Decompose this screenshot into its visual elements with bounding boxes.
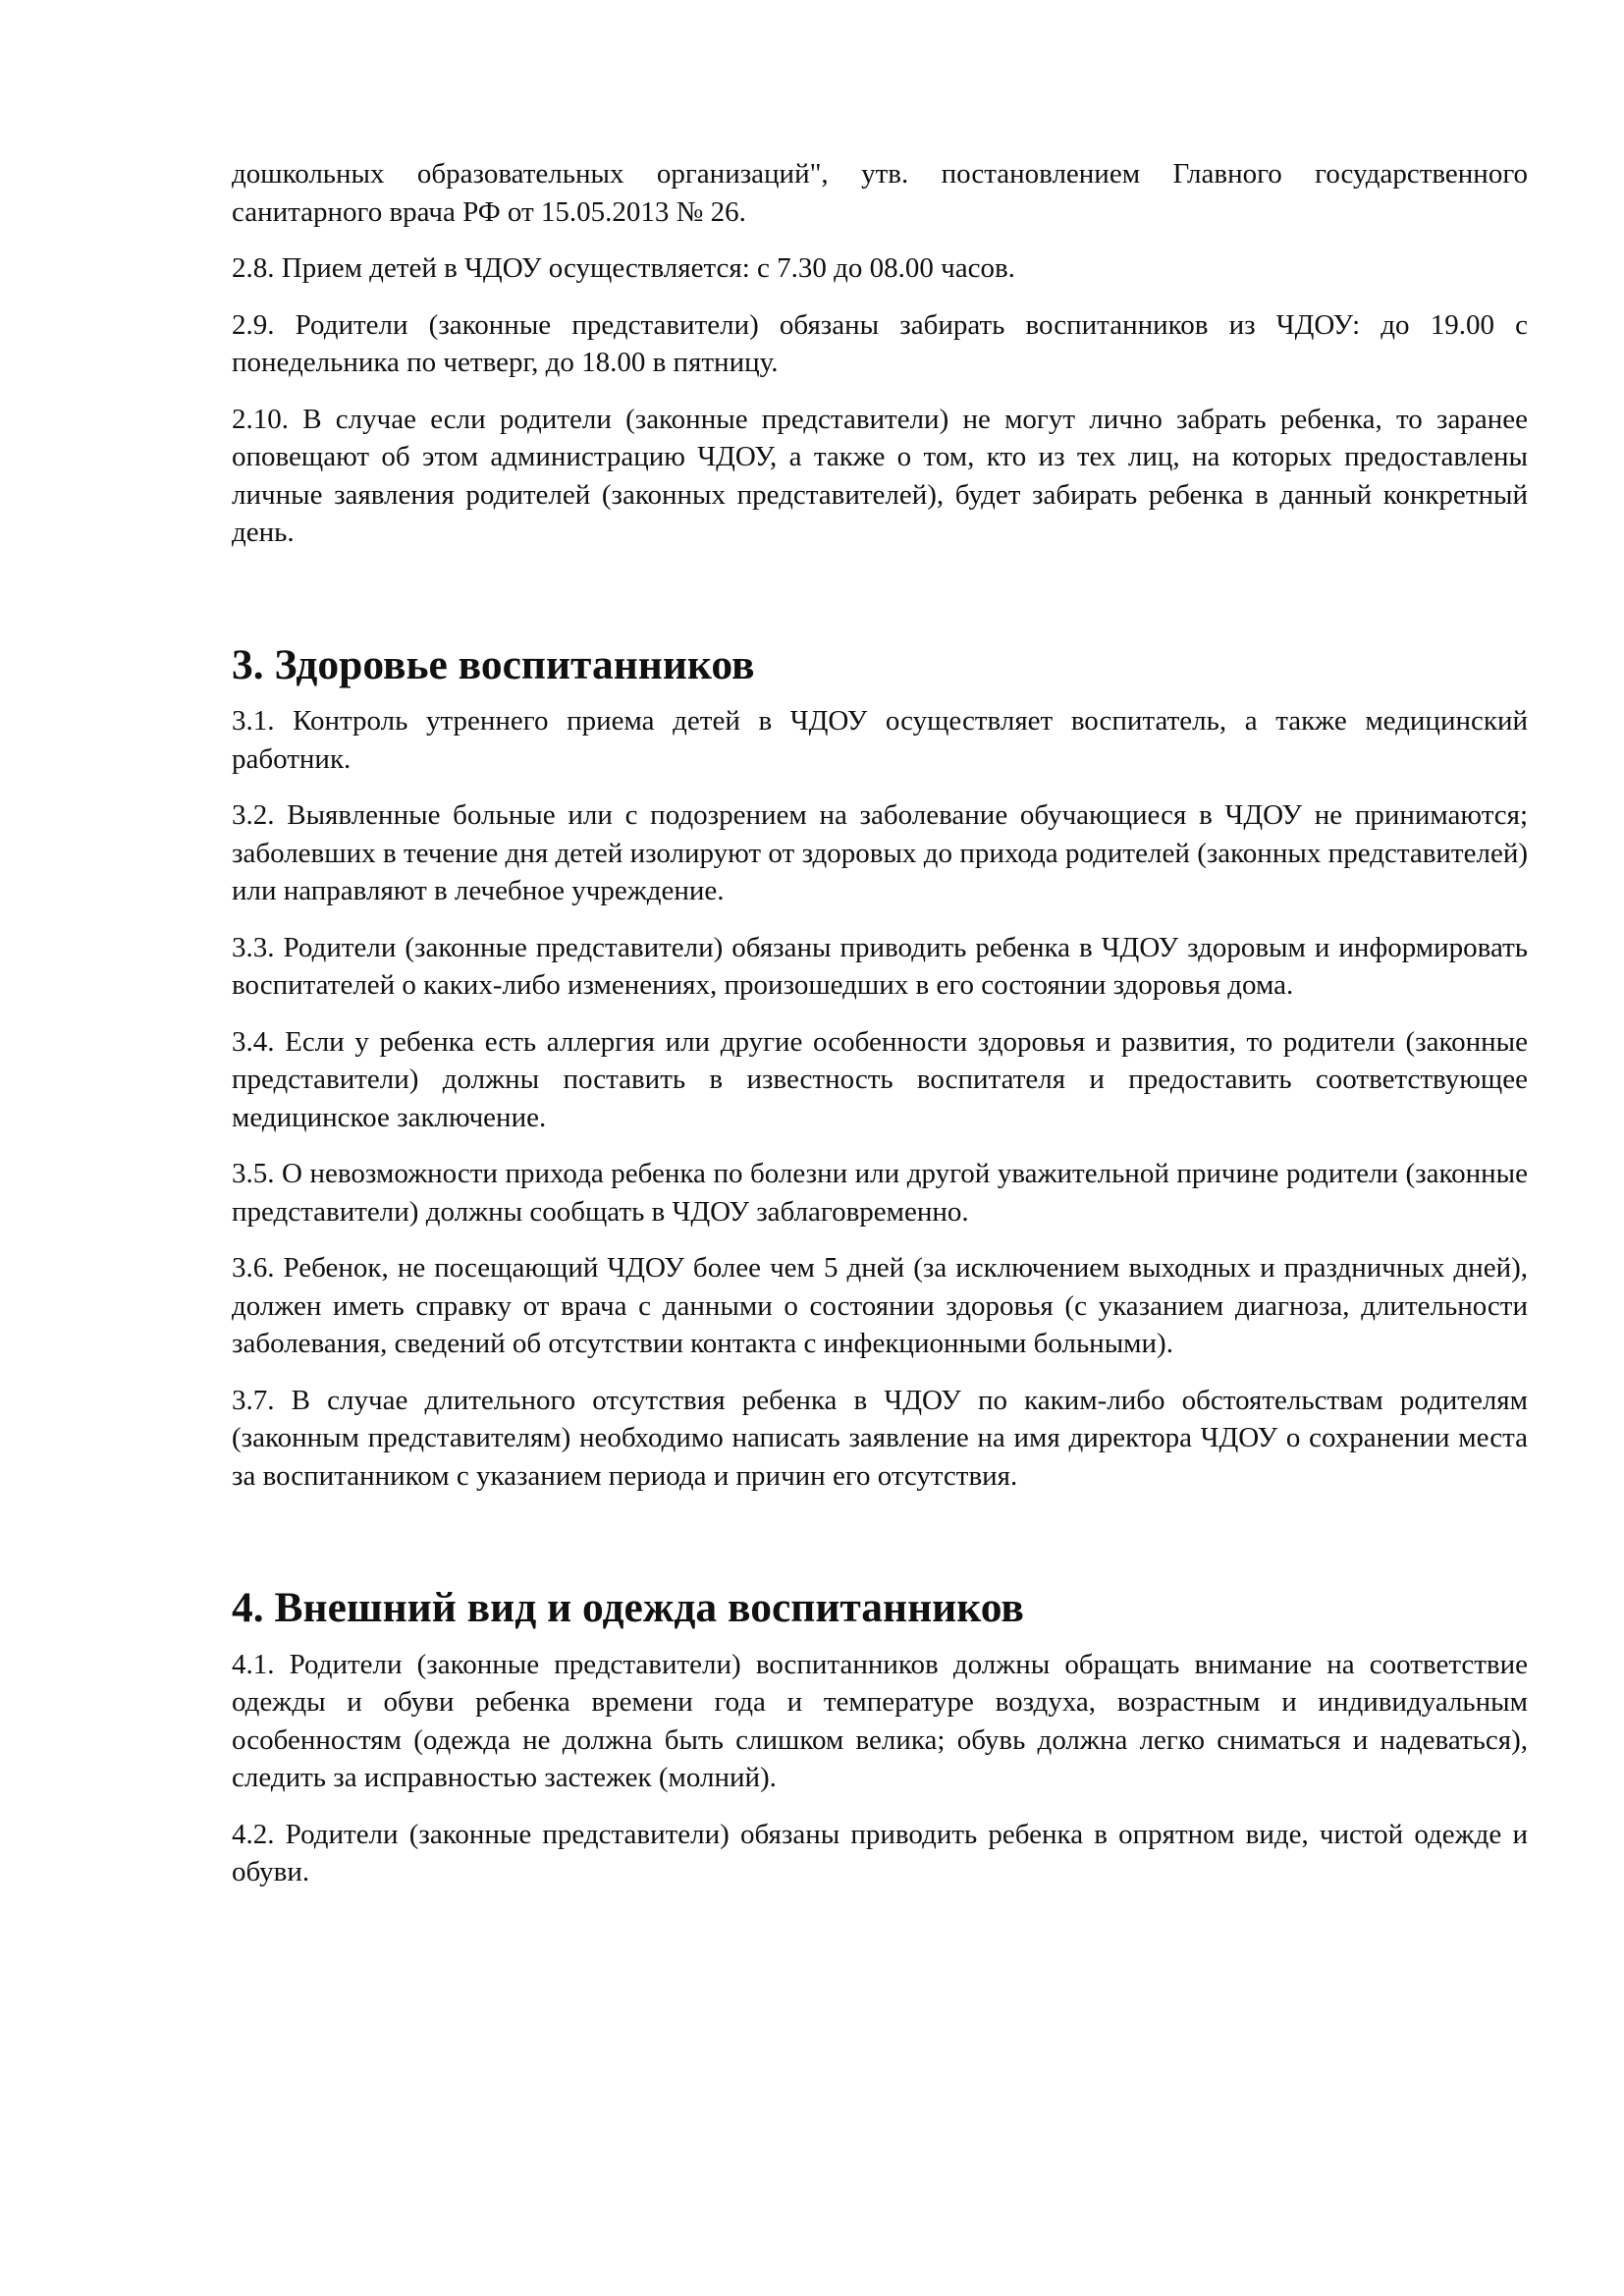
paragraph-3-7: 3.7. В случае длительного отсутствия ребенка в ЧДОУ по каким-либо обстоятельствам родителям (законным представителям) необходимо написать заявление на имя директора ЧДОУ о сохранении места за воспитанником с указанием периода и причин его отсутствия. — [232, 1384, 1528, 1492]
paragraph-4-2: 4.2. Родители (законные представители) обязаны приводить ребенка в опрятном виде, чистой одежде и обуви. — [232, 1818, 1528, 1887]
section-heading-appearance: 4. Внешний вид и одежда воспитанников — [232, 1584, 1024, 1631]
paragraph-4-1: 4.1. Родители (законные представители) воспитанников должны обращать внимание на соответствие одежды и обуви ребенка времени года и температуре воздуха, возрастным и индивидуальным особенностям (одежда не должна быть слишком велика; обувь должна легко сниматься и надеваться), следить за исправностью застежек (молний). — [232, 1648, 1528, 1793]
paragraph-3-2: 3.2. Выявленные больные или с подозрением на заболевание обучающиеся в ЧДОУ не принимаются; заболевших в течение дня детей изолируют от здоровых до прихода родителей (законных представителей) или направляют в лечебное учреждение. — [232, 799, 1528, 906]
section-heading-health: 3. Здоровье воспитанников — [232, 640, 755, 688]
paragraph-continuation: дошкольных образовательных организаций", утв. постановлением Главного государственного санитарного врача РФ от 15.05.2013 № 26. — [232, 158, 1528, 228]
paragraph-2-9: 2.9. Родители (законные представители) обязаны забирать воспитанников из ЧДОУ: до 19.00 с понедельника по четверг, до 18.00 в пятницу. — [232, 308, 1528, 378]
section-spacer — [232, 1513, 1528, 1589]
paragraph-3-1: 3.1. Контроль утреннего приема детей в ЧДОУ осуществляет воспитатель, а также медицинский работник. — [232, 705, 1528, 775]
paragraph-2-8: 2.8. Прием детей в ЧДОУ осуществляется: с 7.30 до 08.00 часов. — [232, 252, 1015, 284]
paragraph-3-3: 3.3. Родители (законные представители) обязаны приводить ребенка в ЧДОУ здоровым и информировать воспитателей о каких-либо изменениях, произошедших в его состоянии здоровья дома. — [232, 931, 1528, 1001]
paragraph-3-4: 3.4. Если у ребенка есть аллергия или другие особенности здоровья и развития, то родители (законные представители) должны поставить в известность воспитателя и предоставить соответствующее медицинское заключение. — [232, 1025, 1528, 1133]
document-page — [232, 155, 1528, 1910]
paragraph-3-6: 3.6. Ребенок, не посещающий ЧДОУ более чем 5 дней (за исключением выходных и праздничных дней), должен иметь справку от врача с данными о состоянии здоровья (с указанием диагноза, длительности заболевания, сведений об отсутствии контакта с инфекционными больными). — [232, 1252, 1528, 1359]
paragraph-3-5: 3.5. О невозможности прихода ребенка по болезни или другой уважительной причине родители (законные представители) должны сообщать в ЧДОУ заблаговременно. — [232, 1158, 1528, 1228]
paragraph-2-10: 2.10. В случае если родители (законные представители) не могут лично забрать ребенка, то заранее оповещают об этом администрацию ЧДОУ, а также о том, кто из тех лиц, на которых предоставлены личные заявления родителей (законных представителей), будет забирать ребенка в данный конкретный день. — [232, 403, 1528, 548]
section-spacer — [232, 571, 1528, 646]
